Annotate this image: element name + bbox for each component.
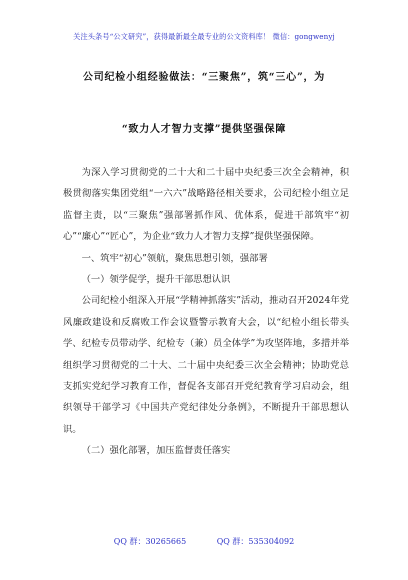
section-heading-1: 一、筑牢“初心”领航，聚焦思想引领，强部署 — [81, 252, 268, 264]
footer-qq-group-1: QQ 群：30265665 — [113, 537, 187, 546]
document-title-line-2: “致力人才智力支撑”提供坚强保障 — [121, 124, 287, 135]
document-body — [63, 162, 349, 462]
header-banner: 关注头条号“公文研究”，获得最新最全最专业的公文资料库！ 微信：gongwenyj — [73, 32, 335, 41]
body-paragraph-2: 公司纪检小组深入开展“学精神抓落实”活动，推动召开2024年党风廉政建设和反腐败工作会议暨警示教育大会，以“纪检小组长带头学、纪检专员带动学、纪检专（兼）员全体学”为攻坚阵地，多措并举组织学习贯彻党的二十大、二十届中央纪委三次全会精神；协助党总支抓实党纪学习教育工作，督促各支部召开党纪教育学习启动会，组织领导干部学习《中国共产党纪律处分条例》，不断提升干部思想认识。 — [63, 295, 349, 435]
footer-contact — [0, 536, 408, 547]
intro-paragraph: 为深入学习贯彻党的二十大和二十届中央纪委三次全会精神，积极贯彻落实集团党组“一六六”战略路径相关要求，公司纪检小组立足监督主责，以“三聚焦”强部署抓作风、优体系，促进干部筑牢“初心”“廉心”“匠心”，为企业“致力人才智力支撑”提供坚强保障。 — [63, 167, 349, 243]
footer-qq-group-2: QQ 群：535304092 — [216, 537, 295, 546]
subsection-heading-2: （二）强化部署，加压监督责任落实 — [81, 445, 231, 457]
subsection-heading-1: （一）领学促学，提升干部思想认识 — [81, 274, 231, 286]
document-title-line-1: 公司纪检小组经验做法：“三聚焦”，筑“三心”，为 — [82, 72, 326, 83]
